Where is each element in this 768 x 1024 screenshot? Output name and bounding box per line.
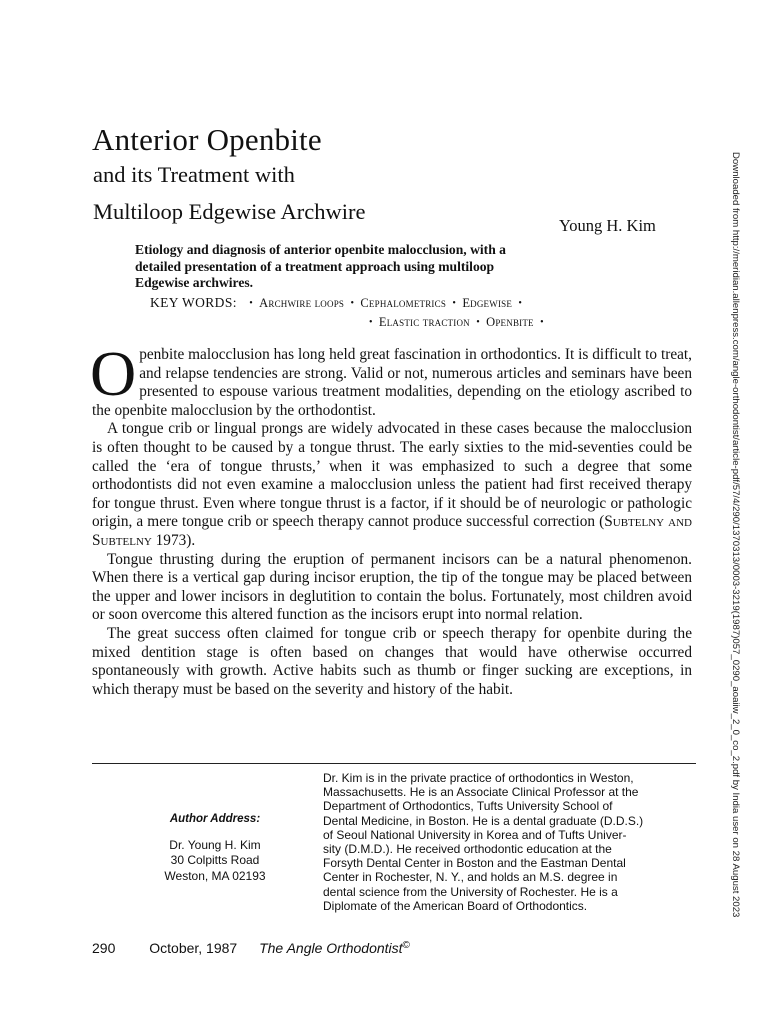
journal-name: The Angle Orthodontist [259,940,403,956]
bio-line: Center in Rochester, N. Y., and holds an M.S. degree in [323,870,618,885]
abstract-line: Edgewise archwires. [135,275,254,290]
paragraph [90,338,692,420]
paragraph [92,420,692,550]
bio-line: Dr. Kim is in the private practice of orthodontics in Weston, [323,771,634,785]
bio-line: Department of Orthodontics, Tufts University School of [323,799,613,814]
paragraph-text: penbite malocclusion has long held great fascination in orthodontics. It is difficult to treat, and relapse tendencies are strong. Valid or not, numerous articles and seminars have been presented to espouse various treatment modalities, depending on the etiology ascribed to the openbite malocclusion by the orthodontist. [92,346,692,419]
article-subtitle-line1: and its Treatment with [93,162,295,187]
keyword-bullet: • [476,317,480,328]
article-body [90,338,692,699]
paragraph-text: ). [186,531,196,549]
keyword-bullet: • [350,298,355,309]
author-bio [323,771,696,913]
address-line: Dr. Young H. Kim [169,837,261,852]
abstract [135,242,635,292]
keyword-item: Elastic traction [378,315,470,329]
bio-line: Diplomate of the American Board of Orthodontics. [323,898,588,913]
page-number: 290 [92,940,116,956]
section-divider [92,763,696,764]
address-line: 30 Colpitts Road [170,853,260,867]
paragraph-text: The great success often claimed for tongue crib or speech therapy for openbite during the mixed dentition stage is often based on changes that would have otherwise occurred spontaneously with growth. Active habits such as thumb or finger sucking are exceptions, in which therapy must be based on the severity and history of the habit. [92,624,692,698]
author-name: Young H. Kim [559,216,656,235]
keyword-item: Cephalometrics [360,296,447,310]
bio-line: Forsyth Dental Center in Boston and the Eastman Dental [323,856,626,871]
paragraph-text: A tongue crib or lingual prongs are widely advocated in these cases because the malocclusion is often thought to be caused by a tongue thrust. The early sixties to the mid-seventies could be called the ‘era of tongue thrusts,’ when it was emphasized to such a degree that some orthodontists did not even examine a malocclusion unless the patient had first received therapy for tongue thrust. Even where tongue thrust is a factor, if it should be of neurologic or pathologic origin, a mere tongue crib or speech therapy cannot produce successful correction ( [92,420,692,531]
address-line: Weston, MA 02193 [164,868,266,883]
article-title: Anterior Openbite [92,122,322,157]
keyword-bullet: • [518,298,522,309]
author-address [130,812,300,884]
paragraph [92,625,692,699]
keywords [150,294,630,332]
keyword-item: Openbite [486,315,534,329]
drop-cap: O [90,338,137,409]
article-subtitle-line2: Multiloop Edgewise Archwire [93,199,366,224]
paragraph [92,551,692,625]
issue-date: October, 1987 [149,940,238,956]
download-watermark [727,152,743,918]
keyword-bullet: • [369,317,373,328]
bio-line: Dental Medicine, in Boston. He is a dental graduate (D.D.S.) [323,813,644,828]
keyword-bullet: • [249,298,253,309]
address-label: Author Address: [169,813,261,825]
citation: Subtelny and Subtelny 1973 [92,513,692,549]
keyword-item: Edgewise [462,296,513,310]
abstract-line: detailed presentation of a treatment approach using multiloop [135,258,495,274]
abstract-line: Etiology and diagnosis of anterior openbite malocclusion, with a [135,242,506,257]
keywords-label: KEY WORDS: [150,295,237,310]
paragraph-text: Tongue thrusting during the eruption of permanent incisors can be a natural phenomenon. When there is a vertical gap during incisor eruption, the tip of the tongue may be placed between the upper and lower incisors in deglutition to contain the bolus. Fortunately, most children avoid or soon overcome this altered function as the incisors erupt into normal relation. [92,550,692,624]
bio-line: Massachusetts. He is an Associate Clinical Professor at the [323,785,639,800]
page-footer [92,940,410,956]
keyword-bullet: • [452,298,456,309]
download-note-text: Downloaded from http://meridian.allenpress.com/angle-orthodontist/article-pdf/57/4/290/1370313/0003-3219(1987)057_0290_aoaiiw_2_0_co_2.pdf by India user on 28 August 2023 [730,152,741,918]
bio-line: of Seoul National University in Korea and of Tufts Univer- [323,827,627,842]
copyright-symbol: © [402,940,410,951]
keyword-bullet: • [540,317,544,328]
keyword-item: Archwire loops [259,296,345,310]
bio-line: sity (D.M.D.). He received orthodontic education at the [323,842,612,857]
bio-line: dental science from the University of Rochester. He is a [323,884,618,899]
